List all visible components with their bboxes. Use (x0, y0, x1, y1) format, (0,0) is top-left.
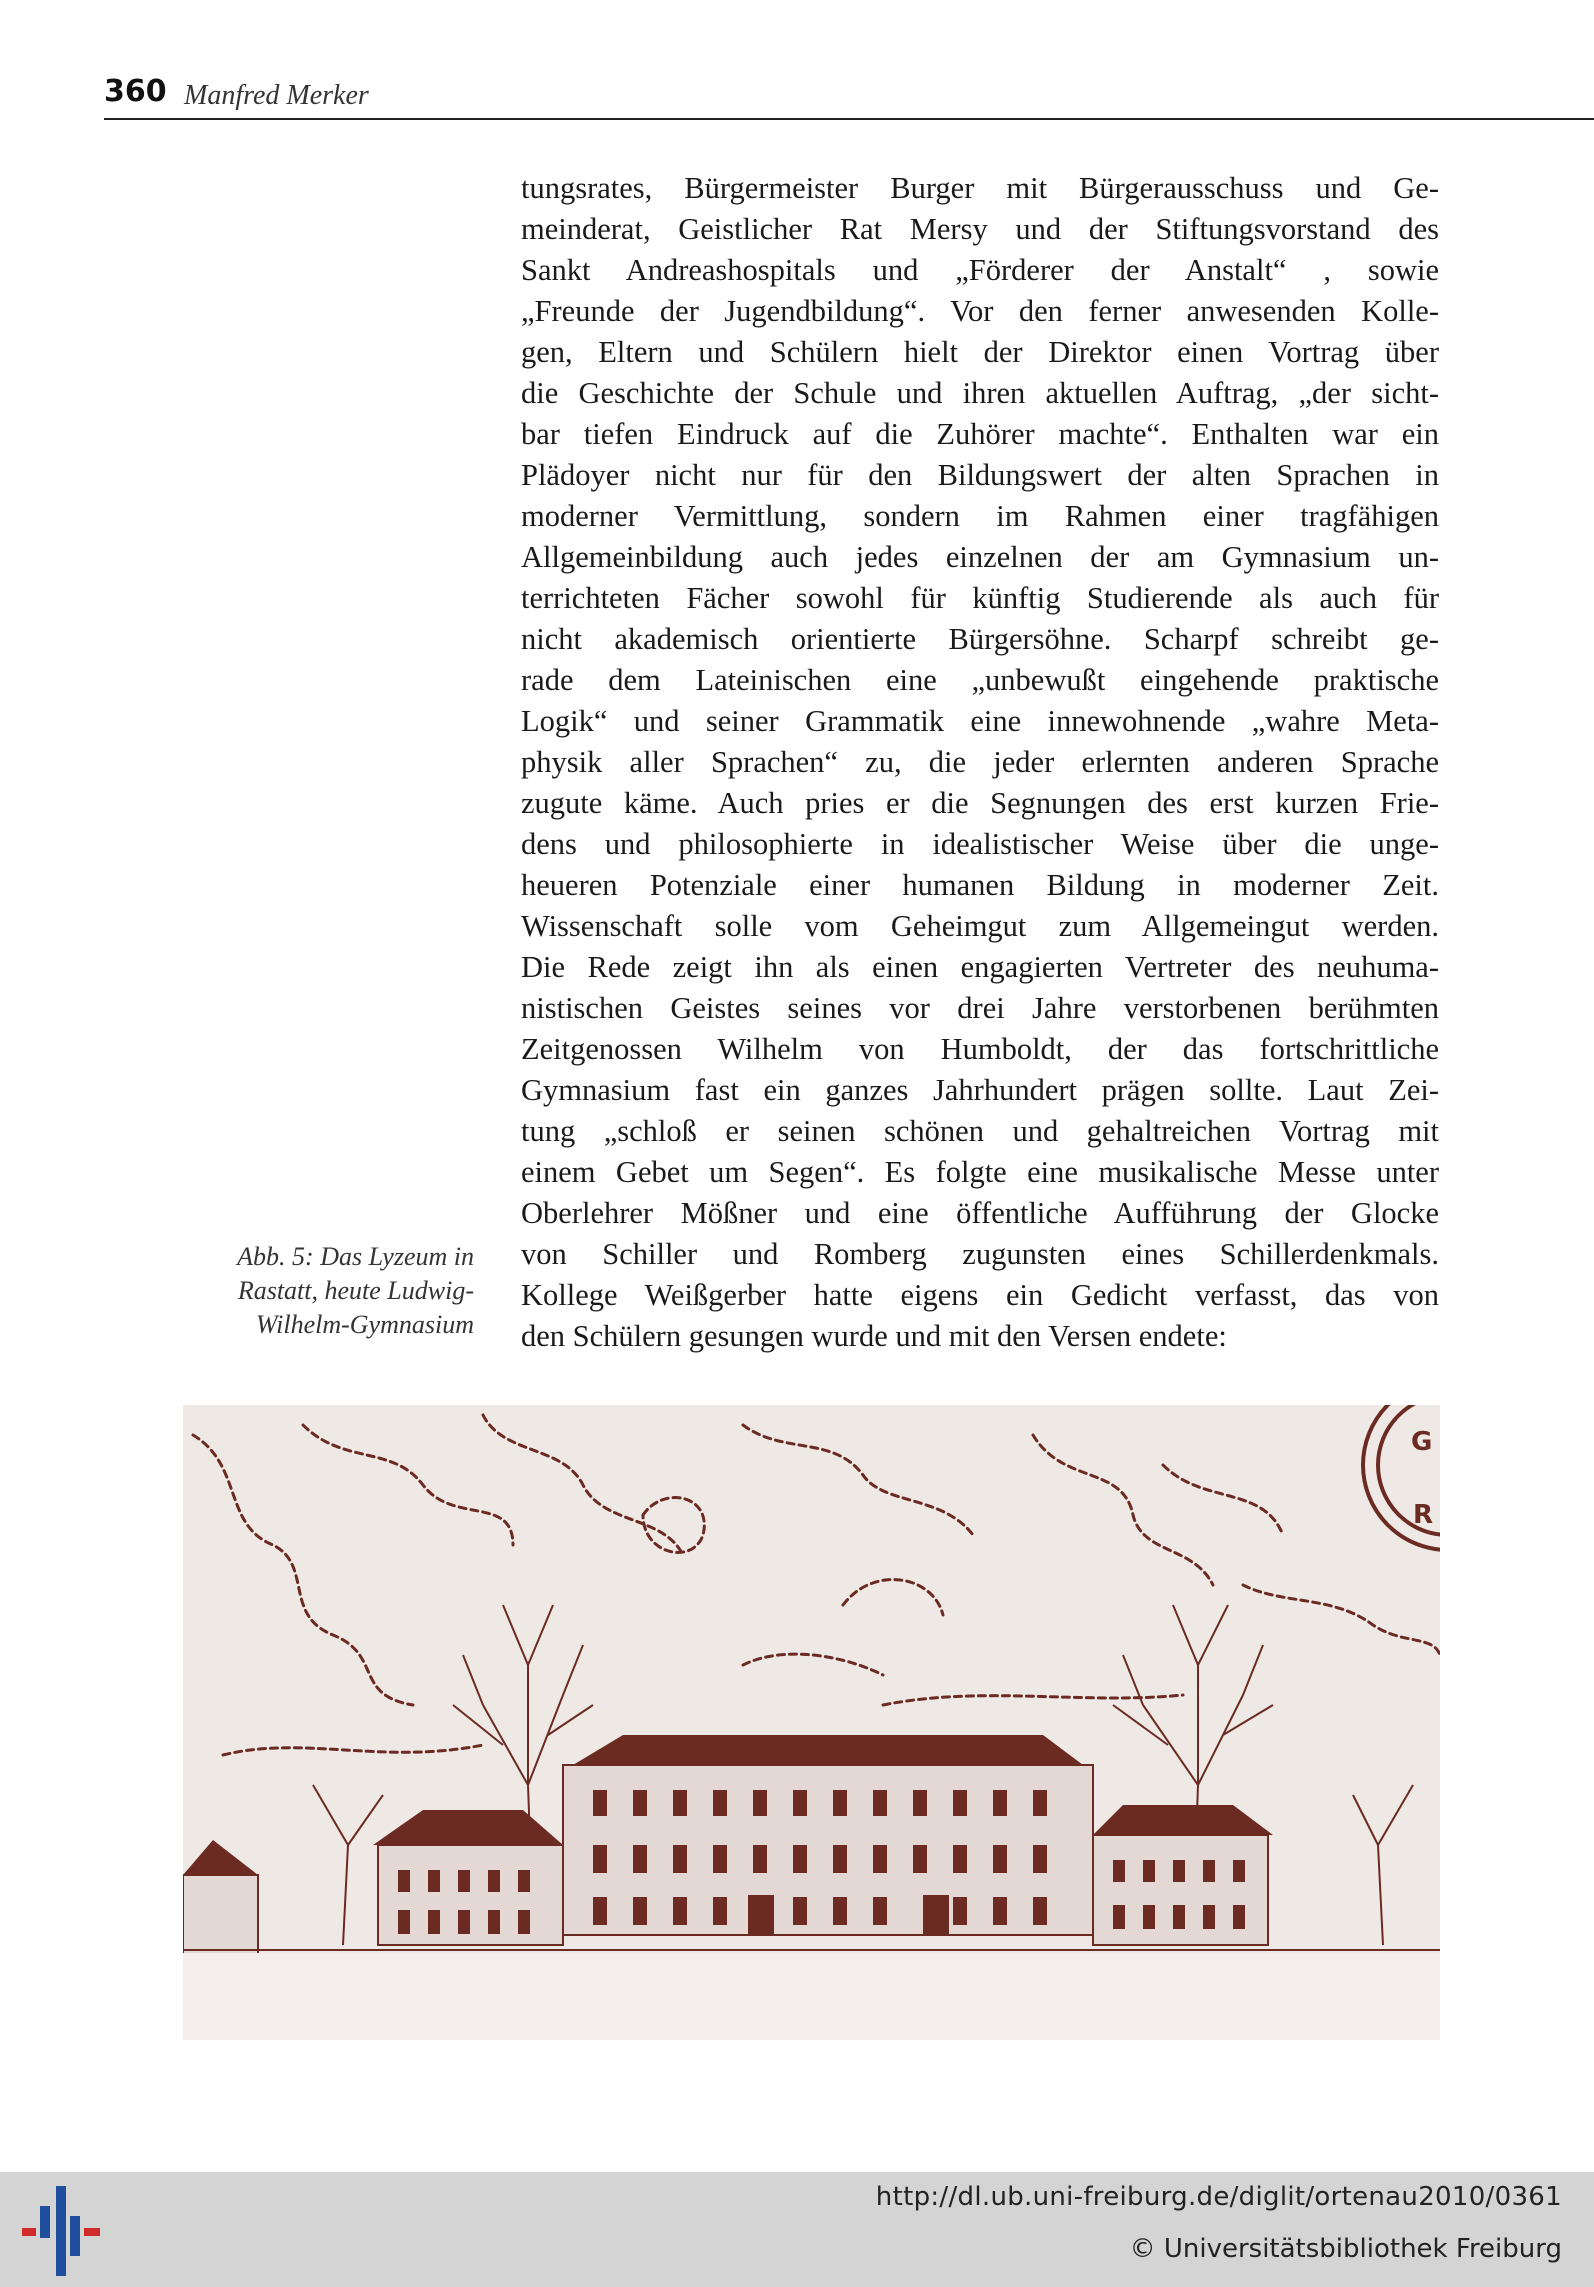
footer-bar (0, 2172, 1594, 2287)
page-number: 360 (104, 74, 167, 109)
body-text-line: rade dem Lateinischen eine „unbewußt eingehende praktische (521, 663, 1439, 697)
body-text-line: dens und philosophierte in idealistischer Weise über die unge- (521, 827, 1439, 861)
body-text-line: moderner Vermittlung, sondern im Rahmen einer tragfähigen (521, 499, 1439, 533)
source-url-link[interactable]: http://dl.ub.uni-freiburg.de/diglit/ortenau2010/0361 (875, 2182, 1562, 2212)
body-text-line: bar tiefen Eindruck auf die Zuhörer machte“. Enthalten war ein (521, 417, 1439, 451)
body-text-line: Zeitgenossen Wilhelm von Humboldt, der das fortschrittliche (521, 1032, 1439, 1066)
body-text-line: gen, Eltern und Schülern hielt der Direktor einen Vortrag über (521, 335, 1439, 369)
body-text-line: Gymnasium fast ein ganzes Jahrhundert prägen sollte. Laut Zei- (521, 1073, 1439, 1107)
body-text-line: Die Rede zeigt ihn als einen engagierten Vertreter des neuhuma- (521, 950, 1439, 984)
copyright-notice: © Universitätsbibliothek Freiburg (1129, 2234, 1562, 2264)
library-logo-icon (22, 2186, 102, 2276)
body-text-line: zugute käme. Auch pries er die Segnungen des erst kurzen Frie- (521, 786, 1439, 820)
body-text-line: terrichteten Fächer sowohl für künftig Studierende als auch für (521, 581, 1439, 615)
caption-line: Wilhelm-Gymnasium (255, 1310, 474, 1339)
body-text-line: von Schiller und Romberg zugunsten eines Schillerdenkmals. (521, 1237, 1439, 1271)
body-text (521, 168, 1439, 1357)
body-text-line: physik aller Sprachen“ zu, die jeder erlernten anderen Sprache (521, 745, 1439, 779)
caption-line: Abb. 5: Das Lyzeum in (237, 1242, 474, 1271)
body-text-line: die Geschichte der Schule und ihren aktuellen Auftrag, „der sicht- (521, 376, 1439, 410)
body-text-line: meinderat, Geistlicher Rat Mersy und der Stiftungsvorstand des (521, 212, 1439, 246)
body-text-line: Allgemeinbildung auch jedes einzelnen der am Gymnasium un- (521, 540, 1439, 574)
foreground (183, 1953, 1440, 2040)
body-text-line: Logik“ und seiner Grammatik eine innewohnende „wahre Meta- (521, 704, 1439, 738)
stamp-letter: G (1411, 1427, 1433, 1457)
body-text-line: den Schülern gesungen wurde und mit den Versen endete: (521, 1319, 1227, 1353)
running-head-author: Manfred Merker (184, 80, 369, 111)
caption-line: Rastatt, heute Ludwig- (237, 1276, 474, 1305)
figure-lyceum-engraving (183, 1405, 1440, 2040)
lyceum-illustration (183, 1405, 1440, 2040)
body-text-line: Oberlehrer Mößner und eine öffentliche Aufführung der Glocke (521, 1196, 1439, 1230)
body-text-line: Plädoyer nicht nur für den Bildungswert der alten Sprachen in (521, 458, 1439, 492)
body-text-line: tungsrates, Bürgermeister Burger mit Bürgerausschuss und Ge- (521, 171, 1439, 205)
body-text-line: „Freunde der Jugendbildung“. Vor den ferner anwesenden Kolle- (521, 294, 1439, 328)
body-text-line: Sankt Andreashospitals und „Förderer der Anstalt“ , sowie (521, 253, 1439, 287)
body-text-line: Wissenschaft solle vom Geheimgut zum Allgemeingut werden. (521, 909, 1439, 943)
body-text-line: Kollege Weißgerber hatte eigens ein Gedicht verfasst, das von (521, 1278, 1439, 1312)
body-text-line: einem Gebet um Segen“. Es folgte eine musikalische Messe unter (521, 1155, 1439, 1189)
running-header (104, 72, 1594, 120)
figure-caption (150, 1240, 474, 1342)
stamp-letter: R (1413, 1500, 1434, 1530)
body-text-line: heueren Potenziale einer humanen Bildung in moderner Zeit. (521, 868, 1439, 902)
body-text-line: nicht akademisch orientierte Bürgersöhne. Scharpf schreibt ge- (521, 622, 1439, 656)
body-text-line: nistischen Geistes seines vor drei Jahre verstorbenen berühmten (521, 991, 1439, 1025)
body-text-line: tung „schloß er seinen schönen und gehaltreichen Vortrag mit (521, 1114, 1439, 1148)
